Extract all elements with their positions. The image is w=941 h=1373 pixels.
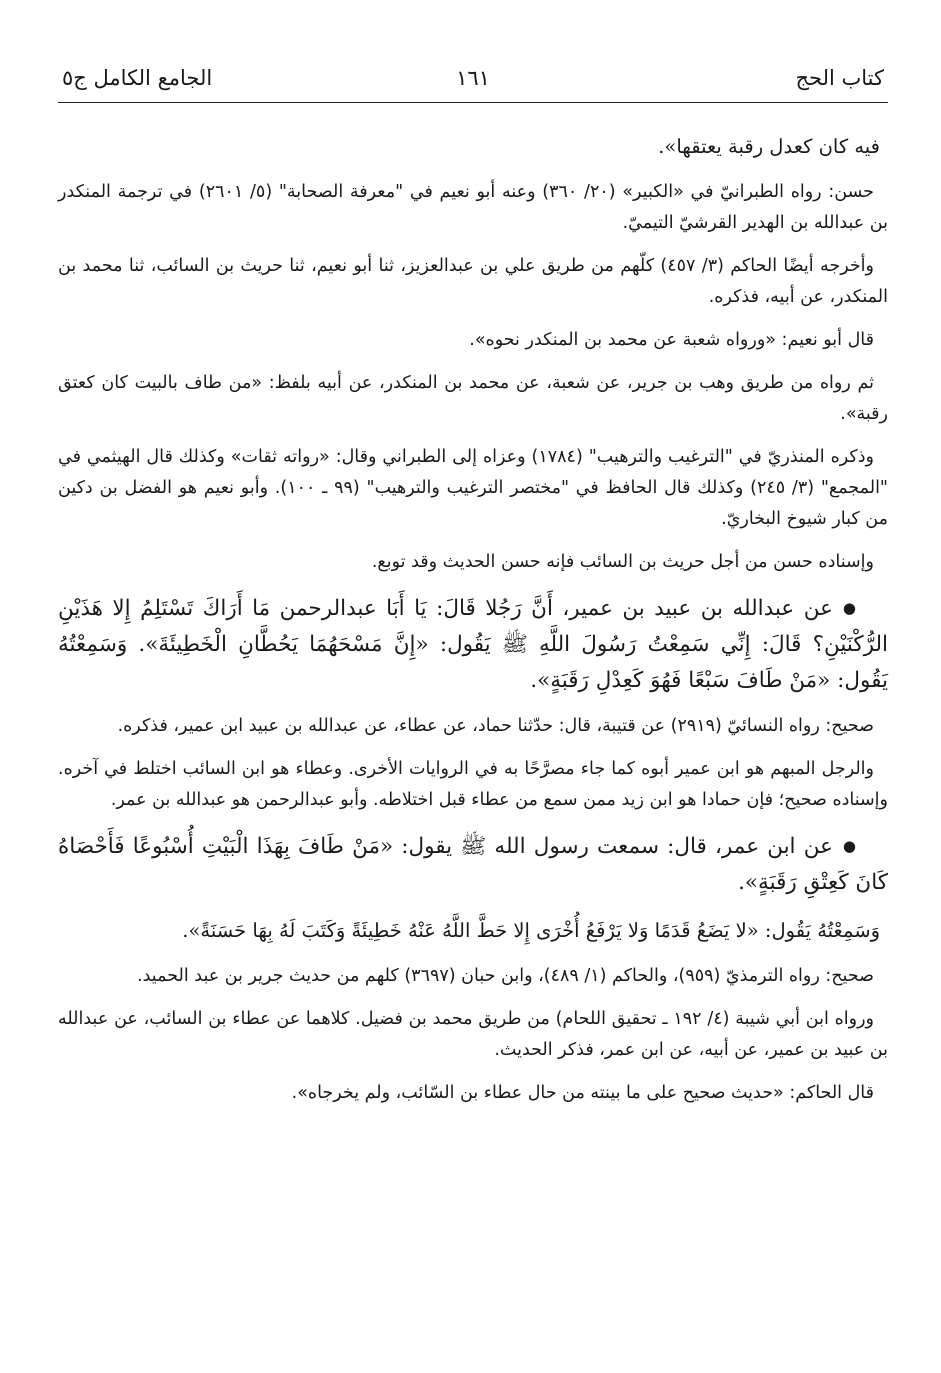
paragraph-mundhiri: وذكره المنذريّ في "الترغيب والترهيب" (١٧٨٤) وعزاه إلى الطبراني وقال: «رواته ثقات» وكذلك قال الهيثمي في "المجمع" (٣/ ٢٤٥) وكذلك قال الحافظ في "مختصر الترغيب والترهيب" (٩٩ ـ ١٠٠). وأبو نعيم هو الفضل بن دكين من كبار شيوخ البخاريّ. <box>58 447 888 529</box>
page-header <box>58 58 888 98</box>
paragraph-abu-nuaym: قال أبو نعيم: «ورواه شعبة عن محمد بن المنكدر نحوه». <box>469 330 874 350</box>
paragraph-grading: حسن: رواه الطبرانيّ في «الكبير» (٢٠/ ٣٦٠) وعنه أبو نعيم في "معرفة الصحابة" (٥/ ٢٦٠١) في ترجمة المنكدر بن عبدالله بن الهدير القرشيّ التيميّ. <box>58 182 888 233</box>
hadith-text: عن ابن عمر، قال: سمعت رسول الله ﷺ يقول: «مَنْ طَافَ بِهَذَا الْبَيْتِ أُسْبُوعًا فَأَحْصَاهُ كَانَ كَعِتْقِ رَقَبَةٍ». <box>58 834 888 895</box>
paragraph-tirmidhi: صحيح: رواه الترمذيّ (٩٥٩)، والحاكم (١/ ٤٨٩)، وابن حبان (٣٦٩٧) كلهم من حديث جرير بن عبد الحميد. <box>137 966 874 986</box>
hadith-ibn-umar <box>58 828 888 901</box>
paragraph-mubham: والرجل المبهم هو ابن عمير أبوه كما جاء مصرَّحًا به في الروايات الأخرى. وعطاء هو ابن السائب اختلط في آخره. وإسناده صحيح؛ فإن حمادا هو ابن زيد ممن سمع من عطاء قبل اختلاطه. وأبو عبدالرحمن هو عبدالله بن عمر. <box>58 759 888 810</box>
chapter-title: كتاب الحج <box>795 66 884 90</box>
paragraph-hakim: وأخرجه أيضًا الحاكم (٣/ ٤٥٧) كلّهم من طريق علي بن عبدالعزيز، ثنا أبو نعيم، ثنا حريث بن السائب، ثنا محمد بن المنكدر، عن أبيه، فذكره. <box>58 256 888 307</box>
paragraph-isnad: وإسناده حسن من أجل حريث بن السائب فإنه حسن الحديث وقد توبع. <box>371 552 874 572</box>
book-title: الجامع الكامل ج٥ <box>62 66 213 90</box>
hadith-text: عن عبدالله بن عبيد بن عمير، أَنَّ رَجُلا قَالَ: يَا أَبَا عبدالرحمن مَا أَرَاكَ تَسْتَلِمُ إِلا هَذَيْنِ الرُّكْنَيْنِ؟ قَالَ: إِنِّي سَمِعْتُ رَسُولَ اللَّهِ ﷺ يَقُول: «إِنَّ مَسْحَهُمَا يَحُطَّانِ الْخَطِيئَةَ». وَسَمِعْتُهُ يَقُول: «مَنْ طَافَ سَبْعًا فَهُوَ كَعِدْلِ رَقَبَةٍ». <box>58 596 888 693</box>
hadith-ibn-umayr <box>58 590 888 699</box>
paragraph-hakim-quote: قال الحاكم: «حديث صحيح على ما بينته من حال عطاء بن السّائب، ولم يخرجاه». <box>291 1083 874 1103</box>
bullet-icon: ● <box>842 599 856 617</box>
page-number: ١٦١ <box>456 66 490 90</box>
bullet-icon: ● <box>842 837 856 855</box>
paragraph-continuation: فيه كان كعدل رقبة يعتقها». <box>658 135 880 158</box>
header-rule <box>58 102 888 103</box>
paragraph-wahb: ثم رواه من طريق وهب بن جرير، عن شعبة، عن محمد بن المنكدر، عن أبيه بلفظ: «من طاف بالبيت كان كعتق رقبة». <box>58 373 888 424</box>
hadith-ibn-umar-continued: وَسَمِعْتُهُ يَقُول: «لا يَضَعُ قَدَمًا وَلا يَرْفَعُ أُخْرَى إِلا حَطَّ اللَّهُ عَنْهُ خَطِيئَةً وَكَتَبَ لَهُ بِهَا حَسَنَةً». <box>182 919 880 942</box>
paragraph-ibn-abi-shaybah: ورواه ابن أبي شيبة (٤/ ١٩٢ ـ تحقيق اللحام) من طريق محمد بن فضيل. كلاهما عن عطاء بن السائب، عن عبدالله بن عبيد بن عمير، عن أبيه، عن ابن عمر، فذكر الحديث. <box>58 1009 888 1060</box>
book-page <box>58 58 888 1121</box>
paragraph-nasai: صحيح: رواه النسائيّ (٢٩١٩) عن قتيبة، قال: حدّثنا حماد، عن عطاء، عن عبدالله بن عبيد ابن عمير، فذكره. <box>117 716 874 736</box>
